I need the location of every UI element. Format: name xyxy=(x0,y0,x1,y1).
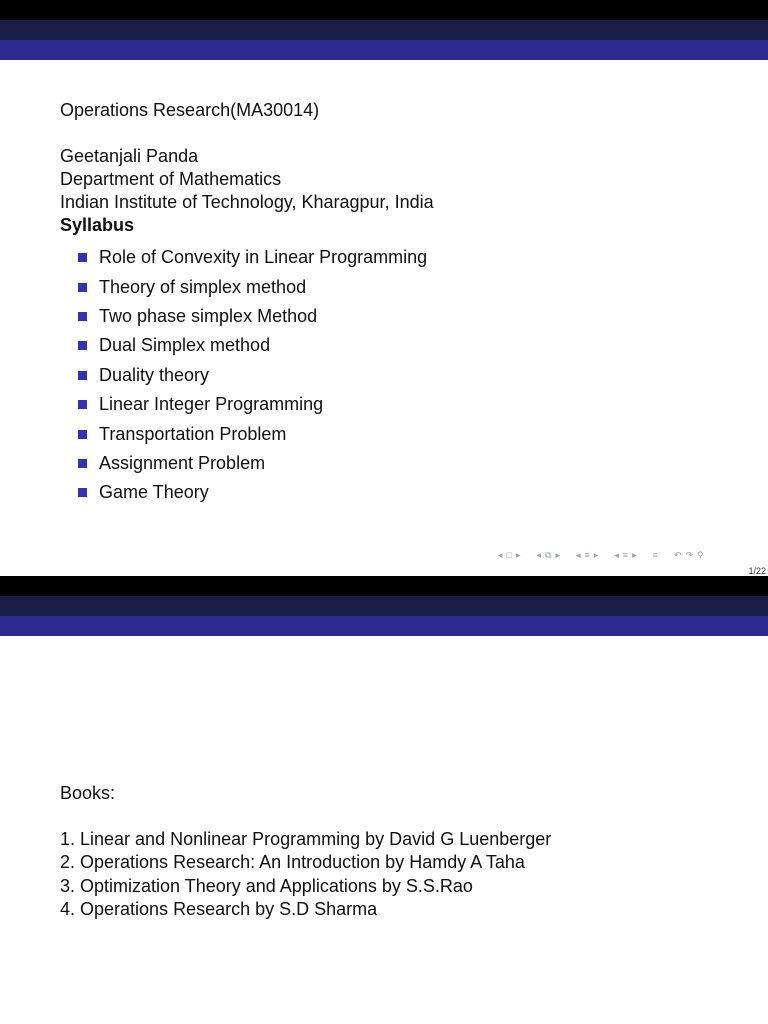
subsection-icon[interactable]: ≡ xyxy=(584,550,590,560)
header-bar-top xyxy=(0,576,768,596)
syllabus-list xyxy=(78,243,427,508)
slide-icon[interactable]: □ xyxy=(506,550,512,560)
instructor-name: Geetanjali Panda xyxy=(60,146,199,166)
list-item-label: Role of Convexity in Linear Programming xyxy=(99,247,428,268)
list-item xyxy=(78,419,427,448)
square-bullet-icon xyxy=(78,253,87,262)
prev-subsection-icon[interactable]: ◂ xyxy=(576,549,581,560)
beamer-navigation xyxy=(498,548,708,562)
list-item xyxy=(78,331,427,360)
document-icon[interactable]: ≡ xyxy=(652,550,658,560)
list-item: 4. Operations Research by S.D Sharma xyxy=(60,898,378,919)
books-heading: Books: xyxy=(60,783,116,803)
list-item xyxy=(78,361,427,390)
next-frame-icon[interactable]: ▸ xyxy=(555,549,560,560)
page-number: 1/22 xyxy=(748,566,766,576)
book-list xyxy=(60,828,551,921)
square-bullet-icon xyxy=(78,430,87,439)
slide-2 xyxy=(0,576,768,1024)
course-title: Operations Research(MA30014) xyxy=(60,100,320,120)
list-item-label: Assignment Problem xyxy=(99,452,266,473)
list-item-label: Theory of simplex method xyxy=(99,276,307,297)
list-item-label: Duality theory xyxy=(99,364,210,385)
list-item-label: Dual Simplex method xyxy=(99,335,271,356)
list-item xyxy=(78,390,427,419)
list-item-label: Linear Integer Programming xyxy=(99,394,324,415)
next-subsection-icon[interactable]: ▸ xyxy=(593,549,599,560)
list-item: 1. Linear and Nonlinear Programming by David G Luenberger xyxy=(60,829,552,849)
next-section-icon[interactable]: ▸ xyxy=(632,549,637,560)
prev-slide-icon[interactable]: ◂ xyxy=(498,549,503,560)
list-item: 3. Optimization Theory and Applications by S.S.Rao xyxy=(60,875,473,896)
prev-section-icon[interactable]: ◂ xyxy=(614,549,619,560)
list-item: 2. Operations Research: An Introduction by Hamdy A Taha xyxy=(60,852,525,873)
square-bullet-icon xyxy=(78,488,87,497)
back-icon[interactable]: ↶ xyxy=(673,549,682,560)
header-bar-bottom xyxy=(0,40,768,60)
square-bullet-icon xyxy=(78,400,87,409)
syllabus-heading: Syllabus xyxy=(60,215,135,235)
frame-icon[interactable]: ⧉ xyxy=(545,549,552,560)
square-bullet-icon xyxy=(78,459,87,468)
next-slide-icon[interactable]: ▸ xyxy=(515,549,521,560)
header-bar-middle xyxy=(0,20,768,40)
list-item xyxy=(78,272,427,301)
list-item xyxy=(78,243,427,272)
search-icon[interactable]: ⚲ xyxy=(697,549,704,560)
header-bar-top xyxy=(0,0,768,20)
list-item-label: Game Theory xyxy=(99,482,209,503)
list-item xyxy=(78,449,427,478)
square-bullet-icon xyxy=(78,312,87,321)
list-item-label: Transportation Problem xyxy=(99,423,287,444)
forward-icon[interactable]: ↷ xyxy=(685,549,694,560)
list-item-label: Two phase simplex Method xyxy=(99,305,318,326)
square-bullet-icon xyxy=(78,283,87,292)
prev-frame-icon[interactable]: ◂ xyxy=(536,549,542,560)
department: Department of Mathematics xyxy=(60,169,282,189)
header-bar-middle xyxy=(0,596,768,616)
list-item xyxy=(78,302,427,331)
square-bullet-icon xyxy=(78,341,87,350)
institute: Indian Institute of Technology, Kharagpur, India xyxy=(60,192,434,212)
list-item xyxy=(78,478,427,507)
square-bullet-icon xyxy=(78,371,87,380)
header-bar-bottom xyxy=(0,616,768,636)
section-icon[interactable]: ≡ xyxy=(622,550,629,560)
